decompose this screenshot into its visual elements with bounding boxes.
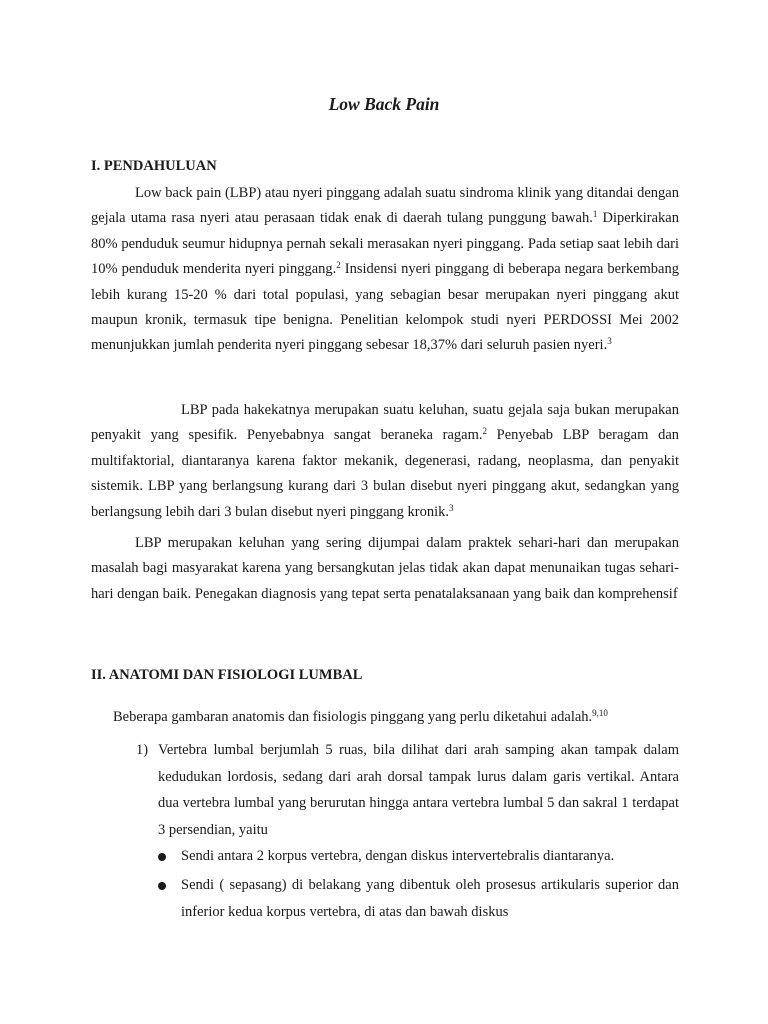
section-heading-anatomi: II. ANATOMI DAN FISIOLOGI LUMBAL — [91, 667, 363, 683]
citation-ref: 2 — [336, 260, 341, 271]
bullet-item: Sendi ( sepasang) di belakang yang dibentuk oleh prosesus artikularis superior dan inferior kedua korpus vertebra, di atas dan bawah diskus — [181, 877, 679, 920]
paragraph-text: Diperkirakan 80% penduduk seumur hidupnya pernah sekali merasakan nyeri pinggang. Pada setiap saat lebih dari 10% penduduk menderita nyeri pinggang. — [91, 210, 679, 278]
bullet-item: Sendi antara 2 korpus vertebra, dengan diskus intervertebralis diantaranya. — [181, 848, 615, 864]
list-marker: 1) — [136, 742, 149, 758]
document-title: Low Back Pain — [328, 94, 440, 114]
paragraph-1 — [91, 181, 679, 359]
citation-ref: 3 — [449, 502, 454, 513]
paragraph-2 — [91, 398, 679, 525]
bullet-icon — [158, 882, 166, 890]
paragraph-text: Low back pain (LBP) atau nyeri pinggang adalah suatu sindroma klinik yang ditandai dengan gejala utama rasa nyeri atau perasaan tidak enak di daerah tulang punggung bawah. — [91, 185, 679, 227]
citation-ref: 9,10 — [592, 708, 608, 718]
section-heading-pendahuluan: I. PENDAHULUAN — [91, 158, 217, 174]
paragraph-text: Insidensi nyeri pinggang di beberapa negara berkembang lebih kurang 15-20 % dari total populasi, yang sebagian besar merupakan nyeri pinggang akut maupun kronik, termasuk tipe benigna. Penelitian kelompok studi nyeri PERDOSSI Mei 2002 menunjukkan jumlah penderita nyeri pinggang sebesar 18,37% dari seluruh pasien nyeri. — [91, 261, 679, 354]
paragraph-text: Penyebab LBP beragam dan multifaktorial, diantaranya karena faktor mekanik, degenerasi, radang, neoplasma, dan penyakit sistemik. LBP yang berlangsung kurang dari 3 bulan disebut nyeri pinggang akut, sedangkan yang berlangsung lebih dari 3 bulan disebut nyeri pinggang kronik. — [91, 427, 679, 520]
section-intro — [113, 709, 608, 726]
citation-ref: 3 — [607, 336, 612, 347]
intro-text: Beberapa gambaran anatomis dan fisiologis pinggang yang perlu diketahui adalah. — [113, 709, 593, 725]
paragraph-3: LBP merupakan keluhan yang sering dijumpai dalam praktek sehari-hari dan merupakan masalah bagi masyarakat karena yang bersangkutan jelas tidak akan dapat menunaikan tugas sehari-hari dengan baik. Penegakan diagnosis yang tepat serta penatalaksanaan yang baik dan komprehensif — [91, 535, 679, 602]
paragraph-text: LBP pada hakekatnya merupakan suatu keluhan, suatu gejala saja bukan merupakan penyakit yang spesifik. Penyebabnya sangat beraneka ragam. — [91, 402, 679, 444]
citation-ref: 1 — [592, 209, 598, 220]
bullet-icon — [158, 853, 166, 861]
citation-ref: 2 — [482, 426, 487, 437]
list-item: Vertebra lumbal berjumlah 5 ruas, bila dilihat dari arah samping akan tampak dalam kedudukan lordosis, sedang dari arah dorsal tampak lurus dalam garis vertikal. Antara dua vertebra lumbal yang berurutan hingga antara vertebra lumbal 5 dan sakral 1 terdapat 3 persendian, yaitu — [158, 742, 679, 838]
